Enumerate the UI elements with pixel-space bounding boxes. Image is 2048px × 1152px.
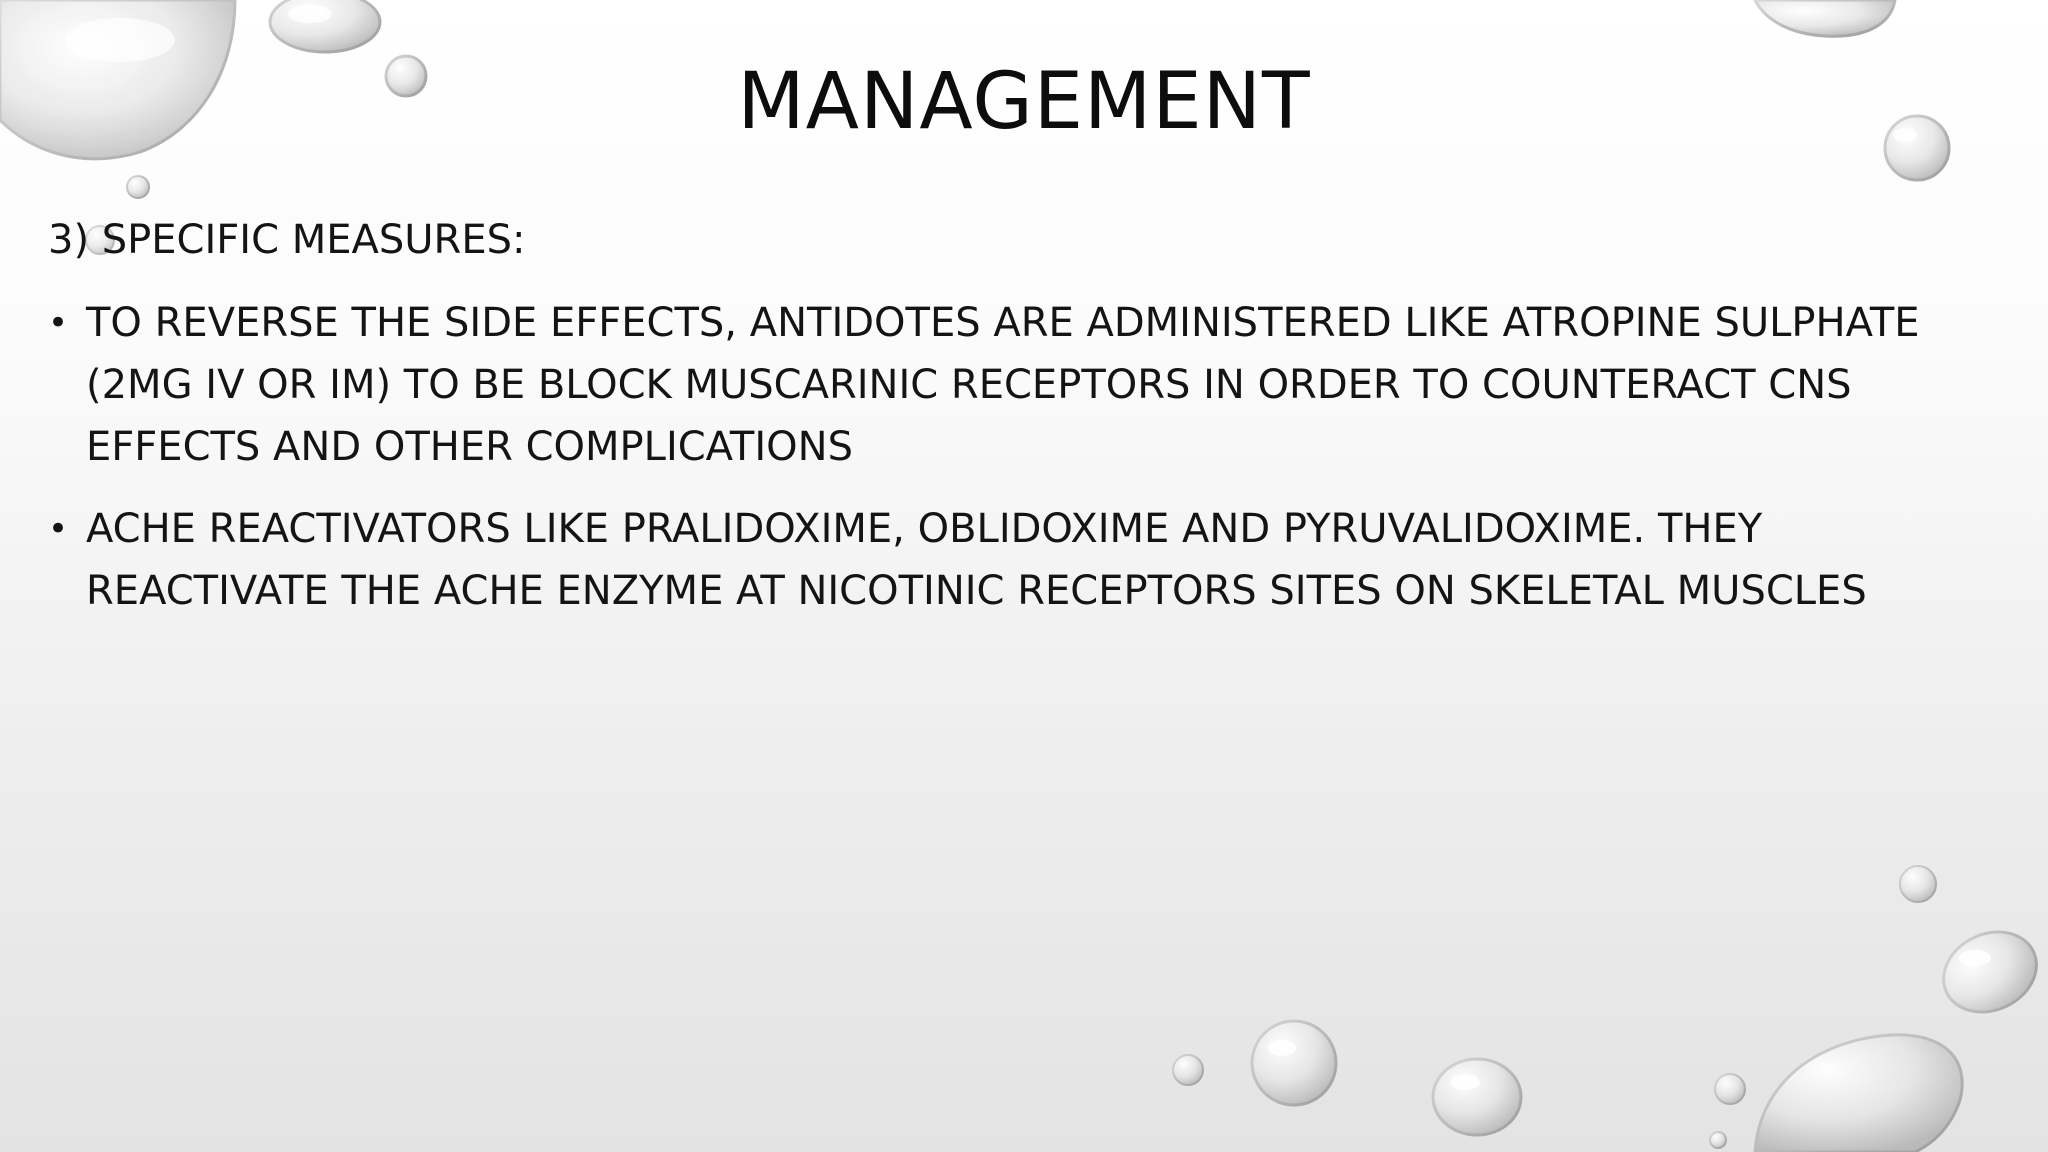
bullet-text: TO REVERSE THE SIDE EFFECTS, ANTIDOTES ARE ADMINISTERED LIKE ATROPINE SULPHATE (2MG IV OR IM) TO BE BLOCK MUSCARINIC RECEPTORS IN ORDER TO COUNTERACT CNS EFFECTS AND OTHER COMPLICATIONS	[86, 300, 1920, 470]
bullet-icon: •	[48, 509, 69, 549]
list-item	[48, 498, 2008, 622]
list-item	[48, 292, 2008, 478]
section-subheading: 3) SPECIFIC MEASURES:	[48, 217, 526, 263]
slide-title: MANAGEMENT	[737, 57, 1311, 147]
bullet-list	[48, 292, 2008, 642]
bullet-icon: •	[48, 303, 69, 343]
bullet-text: ACHE REACTIVATORS LIKE PRALIDOXIME, OBLIDOXIME AND PYRUVALIDOXIME. THEY REACTIVATE THE ACHE ENZYME AT NICOTINIC RECEPTORS SITES ON SKELETAL MUSCLES	[86, 506, 1867, 614]
